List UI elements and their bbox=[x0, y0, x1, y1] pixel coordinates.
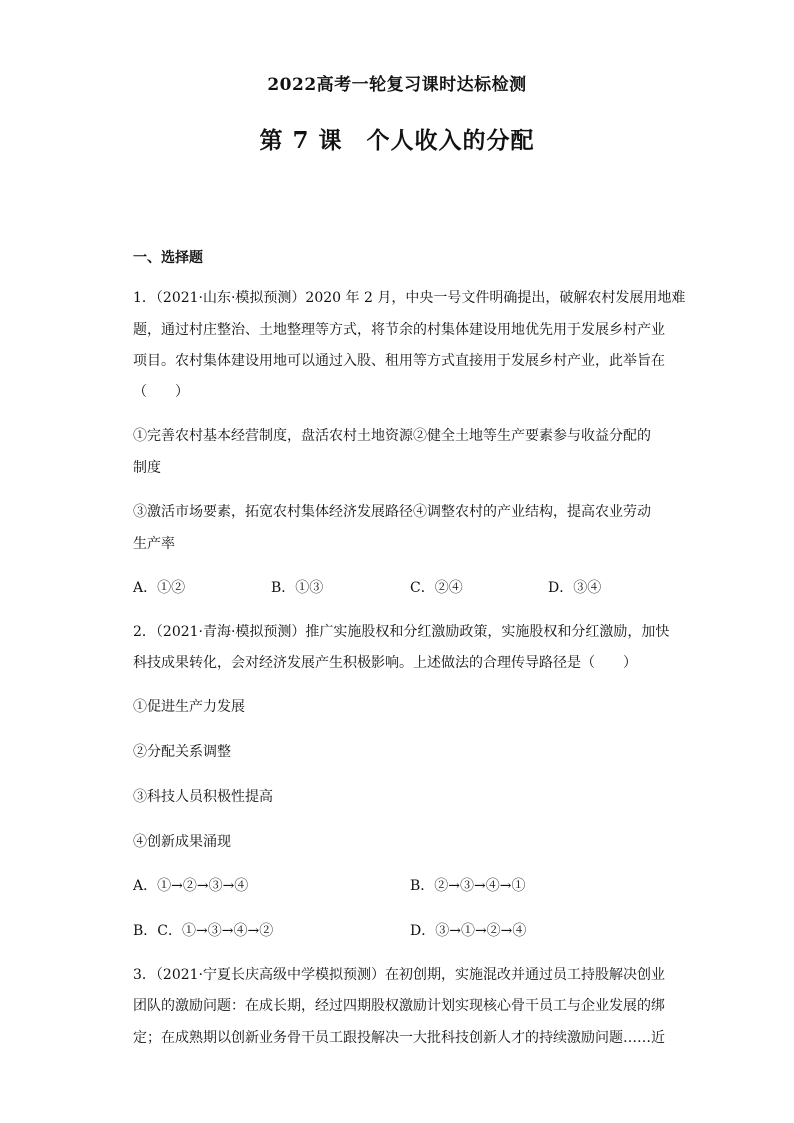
q2-option-b: B．②→③→④→① bbox=[410, 878, 526, 894]
q1-option-d: D．③④ bbox=[548, 580, 602, 596]
q2-statement: ③科技人员积极性提高 bbox=[133, 789, 273, 805]
q2-option-a: A．①→②→③→④ bbox=[133, 878, 249, 894]
q1-statement: 制度 bbox=[133, 460, 161, 476]
q3-stem-line: 3．（2021·宁夏长庆高级中学模拟预测）在初创期，实施混改并通过员工持股解决创业 bbox=[133, 967, 665, 983]
q3-stem-line: 团队的激励问题：在成长期，经过四期股权激励计划实现核心骨干员工与企业发展的绑 bbox=[133, 998, 665, 1014]
q3-stem-line: 定；在成熟期以创新业务骨干员工跟投解决一大批科技创新人才的持续激励问题……近 bbox=[133, 1030, 665, 1046]
q2-statement: ①促进生产力发展 bbox=[133, 699, 245, 715]
q2-statement: ④创新成果涌现 bbox=[133, 834, 231, 850]
q1-stem-line: 1．（2021·山东·模拟预测）2020 年 2 月，中央一号文件明确提出，破解农村发展用地难 bbox=[133, 290, 686, 306]
q1-answer-blank: （ ） bbox=[133, 384, 189, 400]
q1-option-b: B．①③ bbox=[271, 580, 324, 596]
q2-stem-line: 2．（2021·青海·模拟预测）推广实施股权和分红激励政策，实施股权和分红激励，加快 bbox=[133, 624, 670, 640]
q2-statement: ②分配关系调整 bbox=[133, 744, 231, 760]
q1-stem-line: 题，通过村庄整治、土地整理等方式，将节余的村集体建设用地优先用于发展乡村产业 bbox=[133, 322, 665, 338]
q2-stem-line: 科技成果转化，会对经济发展产生积极影响。上述做法的合理传导路径是（ ） bbox=[133, 655, 637, 671]
q1-option-a: A．①② bbox=[133, 580, 186, 596]
q1-statement: ③激活市场要素，拓宽农村集体经济发展路径④调整农村的产业结构，提高农业劳动 bbox=[133, 504, 651, 520]
q2-option-c: B．C．①→③→④→② bbox=[133, 923, 274, 939]
q1-stem-line: 项目。农村集体建设用地可以通过入股、租用等方式直接用于发展乡村产业，此举旨在 bbox=[133, 353, 665, 369]
section-heading: 一、选择题 bbox=[133, 250, 203, 266]
series-title: 2022高考一轮复习课时达标检测 bbox=[267, 75, 527, 95]
q1-statement: 生产率 bbox=[133, 536, 175, 552]
q1-statement: ①完善农村基本经营制度，盘活农村土地资源②健全土地等生产要素参与收益分配的 bbox=[133, 428, 651, 444]
lesson-title: 第 7 课 个人收入的分配 bbox=[259, 127, 535, 154]
q2-option-d: D．③→①→②→④ bbox=[410, 923, 527, 939]
q1-option-c: C．②④ bbox=[410, 580, 463, 596]
